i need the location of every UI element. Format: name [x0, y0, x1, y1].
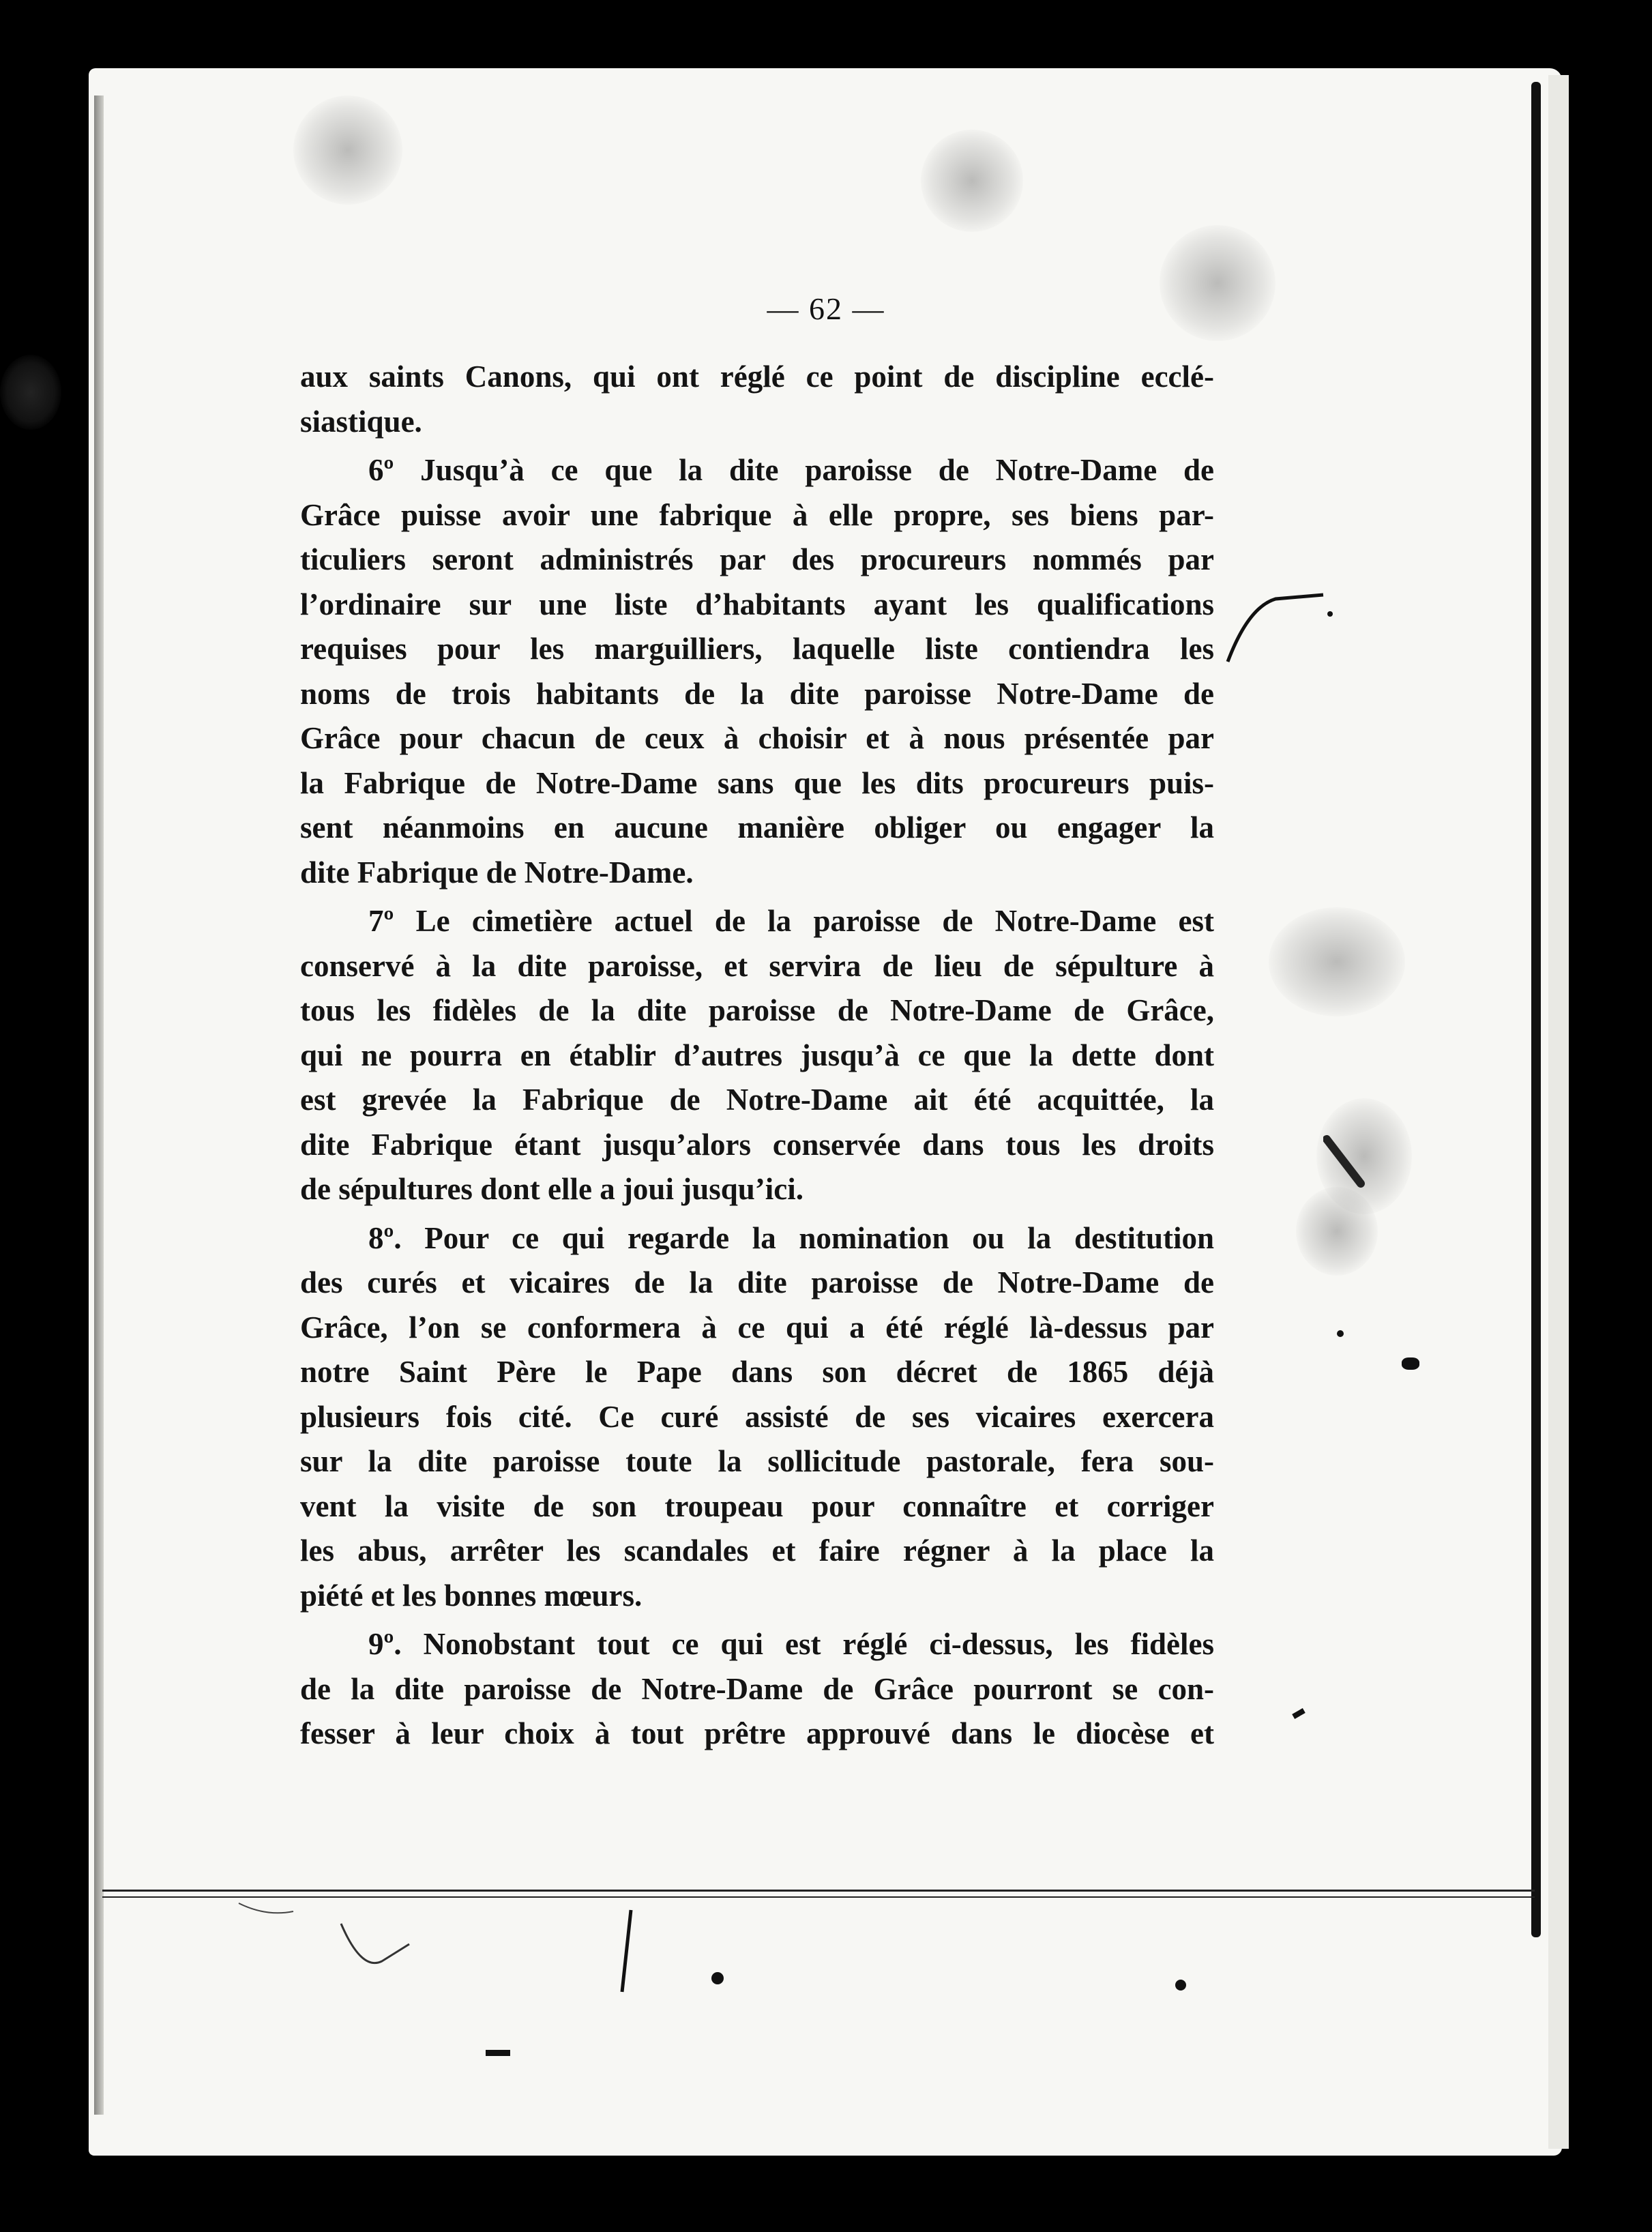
text-line: piété et les bonnes mœurs. [300, 1578, 643, 1613]
text-line: noms de trois habitants de la dite paroisse Notre-Dame de [300, 676, 1214, 711]
adjacent-page-edge [1548, 75, 1569, 2149]
bottom-rule [102, 1890, 1535, 1892]
page-gutter-shadow [94, 96, 104, 2115]
bottom-stray-marks [205, 1896, 1364, 2101]
text-line: Grâce puisse avoir une fabrique à elle propre, ses biens par- [300, 497, 1214, 532]
text-line: ticuliers seront administrés par des procureurs nommés par [300, 542, 1214, 576]
text-line: dite Fabrique de Notre-Dame. [300, 855, 694, 890]
ink-smudge [293, 96, 402, 205]
paragraph-continuation [300, 355, 1214, 444]
text-line: les abus, arrêter les scandales et faire régner à la place la [300, 1533, 1214, 1568]
margin-tick-mark [1323, 1132, 1371, 1194]
text-line: siastique. [300, 404, 422, 439]
text-line: 7º Le cimetière actuel de la paroisse de Notre-Dame est [368, 904, 1214, 938]
text-line: Grâce pour chacun de ceux à choisir et à nous présentée par [300, 721, 1214, 755]
text-line: 6º Jusqu’à ce que la dite paroisse de Notre-Dame de [368, 453, 1214, 487]
paragraph-6 [300, 448, 1214, 895]
paragraph-7 [300, 899, 1214, 1212]
text-line: la Fabrique de Notre-Dame sans que les dits procureurs puis- [300, 765, 1214, 800]
text-line: vent la visite de son troupeau pour connaître et corriger [300, 1488, 1214, 1523]
text-line: fesser à leur choix à tout prêtre approuvé dans le diocèse et [300, 1716, 1214, 1750]
margin-bracket-mark [1221, 587, 1337, 669]
text-line: Grâce, l’on se conformera à ce qui a été réglé là-dessus par [300, 1310, 1214, 1345]
text-line: qui ne pourra en établir d’autres jusqu’à ce que la dette dont [300, 1038, 1214, 1072]
text-line: sur la dite paroisse toute la sollicitude pastorale, fera sou- [300, 1444, 1214, 1478]
ink-smudge [0, 355, 61, 430]
margin-dot [1402, 1357, 1419, 1370]
ink-smudge [1296, 1187, 1378, 1276]
ink-smudge [1269, 907, 1405, 1016]
text-line: requises pour les marguilliers, laquelle liste contiendra les [300, 632, 1214, 666]
text-line: conservé à la dite paroisse, et servira de lieu de sépulture à [300, 948, 1214, 983]
text-line: aux saints Canons, qui ont réglé ce point de discipline ecclé- [300, 359, 1214, 394]
paragraph-8 [300, 1216, 1214, 1619]
text-line: sent néanmoins en aucune manière obliger ou engager la [300, 810, 1214, 845]
text-line: dite Fabrique étant jusqu’alors conservée dans tous les droits [300, 1127, 1214, 1162]
text-line: 9º. Nonobstant tout ce qui est réglé ci-dessus, les fidèles [368, 1627, 1214, 1661]
page-number: — 62 — [767, 291, 885, 326]
text-line: notre Saint Père le Pape dans son décret de 1865 déjà [300, 1355, 1214, 1389]
text-line: l’ordinaire sur une liste d’habitants ayant les qualifications [300, 587, 1214, 621]
text-line: de la dite paroisse de Notre-Dame de Grâce pourront se con- [300, 1671, 1214, 1706]
margin-dot [1337, 1330, 1344, 1337]
text-line: plusieurs fois cité. Ce curé assisté de ses vicaires exercera [300, 1399, 1214, 1434]
text-line: des curés et vicaires de la dite paroisse de Notre-Dame de [300, 1265, 1214, 1299]
paragraph-9 [300, 1622, 1214, 1757]
ink-smudge [921, 130, 1023, 232]
body-text [300, 355, 1214, 1757]
text-line: est grevée la Fabrique de Notre-Dame ait été acquittée, la [300, 1083, 1214, 1117]
text-line: de sépultures dont elle a joui jusqu’ici. [300, 1172, 803, 1206]
text-line: 8º. Pour ce qui regarde la nomination ou la destitution [368, 1220, 1214, 1255]
text-line: tous les fidèles de la dite paroisse de Notre-Dame de Grâce, [300, 993, 1214, 1027]
page-right-edge [1531, 82, 1541, 1937]
